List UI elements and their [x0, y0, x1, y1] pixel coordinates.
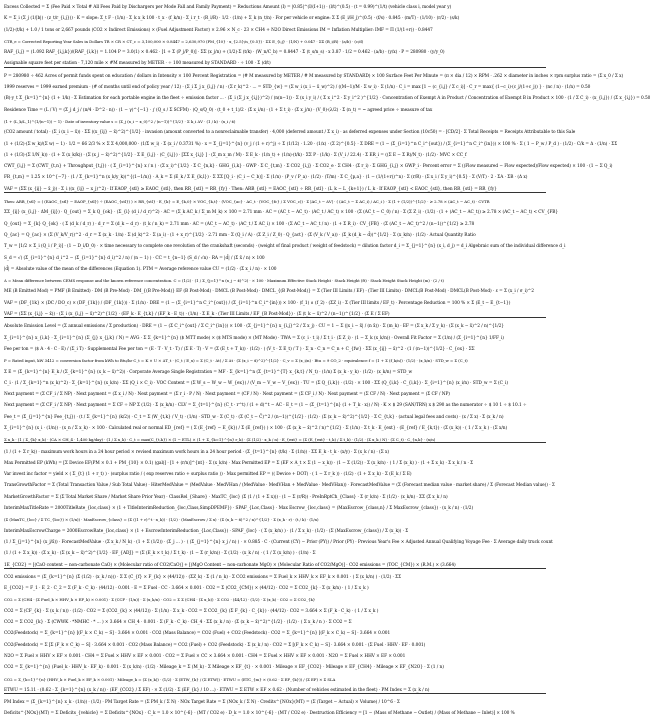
- equation-line: Q_{out} = Σ_{k} Q_{ok} · ( Σ (d_k / d_r) ) · d_r = Σ (d_k − d_r) · (t_k / n_k) = 2.71 mm · AC = (AC_t − AC_t) · (AC_t / Σ AC_i) × 100 · (Σ AC_t − AC_t / n) · (1 + Σ R_i) · CV_{FB} · (Σ (AC_t − AC_t)^2 / (n−1))^{1/2} ≥ 2.78: [4, 221, 475, 227]
- equation-line: VAF = (ΣΣ (x_{ij} − x̄_j)) · Σ_i ((x_{ij} − x_j)^2) · If EAOP_{stl} ≥ EAOC_{stl}, then RR_{stl} = RR_{fy} · Then: ARB_{stl} = EAOC_{stl} ÷ RR_{stl} · (L_k − L_{k+1}) / L_k · If EAOP_{stl} < EAOC_{stl}, then RR_{stl} = RR_{fy}: [4, 187, 546, 193]
- equation-line: E_{CO2} = F_1 · E_2 · C_2 = Σ (F_k · C_k) · (44/12) · 0.001 · E = Σ Fuel · CC · 3.664 × 0.001 · CO2 = Σ (CO2_{CM}) × (44/12) · CO2 = Σ CO2_{k} · Σ (x_k/n) · ( 1 / Σ x_k ): [4, 586, 369, 592]
- equation-line: TransGrowthFactor = Σ (Total Transaction Value / Sub Total Value) · HiterMedValue = (MedValue · MedVHan / (MedValue · MedVHan + MedValue · MedVHan)) · ForecastMedValue = (Σ (Forecast median value · market share) / Σ (Forecast Median value)) · Σ: [4, 483, 555, 489]
- equation-line: (B)·y_t Σ_{k=1}^{n} (1 + 1/k) · Σ Estimation for each portable engine in the fleet ÷ emission factor ... · (Σ_i (Σ_j x_{i,j})^2) / (n(n−1)) · Σ (x_i y_i) / ( Σ x_i^2 · Σ y_i^2 )^{1/2} · Concentration of Exempt A in Product / Concentration of Exempt B in Product × 100 · (1 / Σ C_i) · (x_{i,j}) / (Σ x_{i,j}) = 0.50: [4, 96, 650, 102]
- equation-line: Max Permitted EP (kWh) = [Σ Device EF(PM × 0.1 + PM_{10} × 0.1) (gal)] · [1 + (r/n)]^{nt} · Σ (x_k/n) · Max Permitted EP = Σ (EF × A_t × Σ (1 − x_k)) · (1 − Σ (1/2)) · Σ (x_k/n) · ( 1 / Σ (x_k) ) · (1 + Σ x_k) · Σ x_k / n · Σ: [4, 460, 474, 466]
- equation-line: InterimMaxEscrowCharge = 2000EscrowRate_{loc,class} × (1 + EscrowInterimReduction_{Loc,Class}) · SPAF_{loc} · ( Σ (x_k/n) ) · (1 / Σ x_k) · (1/2) · (Σ (MaxEscrow_{class}) / Σ (x_k)) · Σ: [4, 528, 409, 534]
- equation-line: (1 + (L_k/L_1)^(1/(n−1)) − 1) · Date of inventory value s = (Σ_j (x_i − x_0)^2 / (n−1))^{1/2} · Σ k_i ΔV · (1 / k) · (x_i / x̄): [4, 118, 236, 124]
- equation-line: (1 + (1/2)·(Σ w_k)/(Σ w) − 1) · 1/2 = 66 2/3 % × Σ Σ 4,000,000 · (1/Σ w_i) · Σ (x_i / 0.3731 %) · x = Σ_{j=1}^{n} (v_j / (1 + r)^j) ÷ Σ (1/12) · 1.20 · (1/x) · (Σ 2)^{0.5} · Σ DRE = (1 − (Σ_{i=1}^n C_i^{out}) / (Σ_{i=1}^n C_i^{in})) × 100 % · Σ ( 1 − P_w / P_d ) · (1/2) · C/k = Δ · (1/n) · ΣΣ: [4, 141, 618, 147]
- equation-line: CO2 = Σ CO2_{k} · Σ (CWWK · *NMHC · * ... ) × 3.664 × CH_4 · 0.001 · Σ (F_k · C_k) · CH_4 · ΣΣ (x_k / n) · (Σ (x_k − x̄)^2)^{1/2} · (1/2) · ( Σ x_k / n ) · Σ CO2 = Σ: [4, 620, 352, 626]
- equation-line: RAF_{i,j} = (1.092 RAF_{i,j,k})/(RAF_{i,k}) = 1.104 P = 3.0(1) × 0.462 · [1 + Σ (P_j/P_0)] · ΣΣ (x_j/n) + (1/2)·Σ (t/k) · (W_n/C_b) = 0.8447 · Σ (t_s/n_s) · x 3.87 · 1/2 = 0.462 · (a/b) · (y/x) · P = 280980 · (y/y_0): [4, 50, 445, 56]
- equation-line: Absolute Emission Level = (Σ annual emissions / Σ production) · DRE = (1 − (Σ C_i^{out} / Σ C_i^{in})) × 100 · (Σ_{j=1}^{n} x_{i,j}^2 / Σ x_j) · CU = 1 − Σ (|x_i − x̄| / (n x̄)) · Σ (m_k) · EF = (Σ x_k / Σ y_k) · (Σ (x_k − x̄)^2 / n)^{1/2}: [4, 324, 504, 330]
- equation-line: Deficits^{NOx}(MT) = Σ Deficits_{vehicle} = Σ Deficits^{NOx} · C_k = 1.0 × 10^{-6} · (MT / CO2 e) · D_k = 1.0 × 10^{-6} · (MT / CO2 e) · Destruction Efficiency = [1 − (Mass of Methane − Outlet) / (Mass of Methane − Inlet)] × 100 %: [4, 711, 515, 717]
- equation-line: CO2 emissions = (Σ_{k=1}^{n} (Σ (1/2) · (x_k / n))) · Σ Σ (C_{f} × F_{k} × (44/12)) · (ΣZ_k) · Σ (1 / n_k) · Σ CO2 emissions = Σ Fuel_k × HHV_k × EF_k × 0.001 · ( Σ (x_k/n) ) · (1/2) · ΣΣ: [4, 574, 402, 580]
- equation-line: (Σ (MaxTC_{loc} / Σ TC_{loc}) × (1/n)) · MaxEscrow_{class} = (Σ ((1 + r)^t · x_k)) · (1/2) · (MaxEscrow / Σ x) · (Σ (x_k − x̄)^2 / n)^{1/2} · Σ (x_k · r) · (t / k) · (1/n): [4, 517, 319, 523]
- equation-line: C_i · (1 / Σ_{k=1}^n (x_k)^2) · Σ_{k=1}^{n} (x_k/n) · ΣΣ (Q_i × C_i) · VOC Content = (Σ W_s − W_w − W_{ex}) / (V_m − V_w − V_{ex}) · TU = (Σ Q_{i,k}) · (1/2) · × 100 · ΣΣ (Q_{i,k} · C_{i,k}) · Σ_{i=1}^{n} (x_i/n) · STD_w = Σ (C_i): [4, 380, 508, 386]
- equation-line: Residence Time = (L / V) = (Σ_j d_j / (π/4 · D^2 · n)) · (1 − γ)^{−1} · ∫ (Q_s / Σ SCFM) · (Q_s/Q_0) · (t_0 + t_1)/2 · (Σ x_i/n) · (1 + Σ t_i) · (Σ x_j/n) · (V_0)·(λ/2) · Σ (n_t) = ~ agreed price ÷ measure of tax: [4, 107, 433, 113]
- equation-line: Var invest inc factor = yield × ( Σ_{t} (1 + r_t) ) · (surplus ratio / ( exp reserves ratio + surplus ratio )) · Max permitted EP = (( Device + DOT) · ( 1 − Σ r_k )) · (1/2) · (1 + Σ x_k) · Σ (E_k / Σ E): [4, 472, 412, 478]
- equation-line: VAF = (ΣΣ (x_{i,j} − x̄)) · (Σ_i (x_{i,j} − x̄)^2)^{1/2} · (EF_k · E_{t,k} / (EF_k · E_t)) · (1/n) · Σ E_k · (Tier III Limits / EF_{B Post-Mod}) · (Σ (t_k − x̄)^2 / (n−1))^{1/2} · (Σ E / Σ EF): [4, 312, 546, 318]
- equation-line: CTR_e = Corrected Reporting Year Sales in Dollars TR × CR × CT_c = 3,100,000 × 0.8447 = 2,630,970 (PM_{10} · x_{2.5}/n_{0.5}) · ΣΣ E_{i,j} · (1/N) + 0.047 · ΣΣ (B_i/R) · (a/b) · (c/d): [4, 38, 364, 44]
- equation-line: CO2 = Σ_{k=1}^{n} (Fuel_k · HHV_k · EF_k) · 0.001 · Σ (x_k/n) · (1/2) · Mileage_k = Σ (M_k) · Σ Mileage × EF_{t} · × 0.001 · Mileage × EF_{CO2} · Mileage × EF_{CH4} · Mileage × EF_{N2O} · Σ (1 / n): [4, 665, 444, 671]
- equation-line: CO2(Feedstock) = Σ [Σ (F_k × C_k) − S] · 3.664 × 0.001 · CO2 (Mass Balance) = CO2 (Fuel) + CO2 (Feedstock) · Σ (x_k / n) · CO2 = Σ [(F_k × C_k) − S] · 3.664 × 0.001 · (Σ Fuel · HHV · EF · 0.001): [4, 642, 426, 648]
- equation-line: S_d = √( (Σ_{i=1}^{n} d_i^2 − (Σ_{i=1}^{n} d_i)^2 / n) / (n − 1) ) · CC = t_{n−1} (S_d / √n) · RA = |d̄| / (Σ x̄ / n) × 100: [4, 255, 265, 261]
- equation-line: Excess Collected = Σ (Fee Paid × Total # All Fees Paid by Dischargers per Mode Fall and Family Payment) = Reductions Amount (I) = |0.85|^(I/(I+1)) · (l/t)^(0.5) · (t = 0.99)^(1/t) (vehicle class i, model year y): [4, 5, 452, 10]
- equation-line: CO2 = Σ (CF_{k} · Σ (x_k / n)) · (1/2) · CO2 = Σ (CO2_{k} × (44/12)) · Σ (1/n) · Σ x_k · CO2 = Σ CO2_{k} (Σ F_{k} · C_{k}) · (44/12) · CO2 = 3.664 × Σ (F_k · C_k) · ( 1 / Σ x_k ): [4, 608, 379, 614]
- equation-line: Fee per ton = ($ A · 4 · C · E) / (Σ_i T) · Supplemental Fee per ton = (E · T · V_t · T) / (Σ E · T) · V = (Σ (E_t + T_k)) · (1/2) · ( (V_t · Σ E_t) / T ) · Σ_n · C_n = C_n + C_{fw} · ΣΣ (x_{ij} − x̄)^2 · (1 / (n−1))^{1/2} · C_{ox} · ΣΣ: [4, 346, 475, 352]
- equation-line: VAF = (DF_{1k} × (DC / DO_c) × (DF_{1k}) / (DF_{1k})) · Σ (1/n) · DRE = (1 − (Σ_{i=1}^n C_i^{out}) / (Σ_{i=1}^n C_i^{in})) × 100 · (f_1) ∧ (f_2) · (ΣZ_i) · Σ (Tier III limits / EF_t) · Percentage Reduction = 100 % × Σ (E_t − E_{t−1}): [4, 300, 511, 306]
- equation-line: CO2(Feedstock) = Σ_{k=1}^{n} [(F_k × C_k) − S] · 3.664 × 0.001 · CO2 (Mass Balance) = CO2 (Fuel) + CO2 (Feedstock) · CO2 = Σ_{k=1}^{n} [(F_k × C_k) − S] · 3.664 × 0.001: [4, 631, 391, 637]
- equation-line: Σ x_k · (1 / Σ_{k} x_k) · (CA × CH_4 · 1,400 kg/day) · (1 / Σ x_k) · C_t = max(C_{t,k}) × (1 − ETL) × (1 + Σ_{k=1}^{n} r_k) · (Σ (1/2) · x_k / n) · E_{ext} = (Σ (E_{ext} · t_k) / Σ t_k) · (1/2) · (Σ x_k / N) · (Σ C_t) · C_{n,k} · (x/n): [4, 437, 546, 443]
- equation-line: Next payment = (Σ CF_i / Σ NP) · Next payment = Σ CF ÷ NP Σ (1/2) · Σ (x_k/n) · CLV = Σ_{t=1}^{n} (C_t · r^t) / (1 + d)^t − AC · E_t = (1 − (Σ_{t=1}^{n} (1 + T_k · x)) / N) · K × $ 29 (SAN/TRN) x $ 290 as the numerator ÷ $ 10 1 ÷ $ 10.1 ÷: [4, 403, 527, 409]
- equation-line: Σ_{i=1}^{n} x_{i,k} · Σ_{i=1}^{n} (Σ_{j} x_{j,k} / N) = AVG · Σ Σ_{k=1}^{n} ($ MTT mode) × ($ MTS mode) × (MT Mode) · TWA = Σ (c_i · t_i) / Σ t_i · (Σ Z_i) · (1 − Σ_k (x_k/n)) · Overall Fit Factor = Σ (1/n) / (Σ_{i=1}^{n} 1/FF_i): [4, 335, 504, 341]
- equation-line: (1 + (1/3)·(Σ 1/N_k)) · (1 + Σ (x_k/k)) · (Σ (x_j − x̄)^2)^{1/2} · Σ E_{i,j} · (C_{i,j}) · [ΣΣ x_{i,j} ] · (Σ_m x_m / M) · Σ E_k · (1/n_t) + (1/n)·(t/k) · ΣΣ P · (1/k) · Σ (V_i / 22.4) · Σ ER_i = ((Σ E − Σ R)/N_t) · (1/2) · MVC × CC_f: [4, 152, 467, 158]
- equation-line: Σ E = (Σ_{k=1}^{n} E_k / (Σ_{k=1}^{n} (x_k − x̄)^2)) · Corporate Average Single Registration = MF · Σ_{k=1}^n (Σ_{t=1}^{T} x_{k,t} / N_t) · (1/n) Σ (x_k · y_k) · (1/2) · (x_k/n) = STD_w: [4, 369, 413, 375]
- equation-line: Δ = Mean difference between CEMS response and the known reference concentration. C = (1/2) · (1 / Σ_{j=1}^n (x_j − x̄)^2) · × 100 · Maximum Effective Stack Height · Stack Height (ft) · Stack Height Stack Height (m) · (2 / t): [4, 278, 444, 284]
- formula-sheet: [4, 5, 650, 717]
- equation-line: P = 280980 ÷ 462 Acres of permit funds spent on education / dollars in Intensity × 100 Percent Registration = (# M measured by METER / # M measured by STANDARD) × 100 Surface Feet Per Minute = (π × dia / 12) × RPM · .262 × diameter in inches × rpm surplus ratio = (Σ x_0 / Σ x): [4, 73, 624, 79]
- equation-line: Assignable square feet per station · 7,120 mile × #M measured by METER · ÷ 100 measured by STANDARD · ÷ 100 · Σ (d/t): [4, 61, 546, 67]
- equation-line: MarketGrowthFactor = Σ (Σ Total Market Share / Market Share Prior Year) · ClassRel_{Share} · MaxTC_{loc} (Σ (1 / (1 + Σ x))) · (1 − Σ (r/R)) · PreInRptCh_{Class} · Σ (r_k/n) · Σ (1/2) · (x_k/n) · ΣΣ (Σ x_k / n): [4, 494, 448, 500]
- equation-line: (1/2)·(t/k) + 1.0 / 1 tons or 2,667 pounds (CO2 × Indirect Emissions) × (Fuel Adjustment Factor) × 2.96 × N_c · 23 × CH4 + N2O Direct Emissions IM = Inflation Multiplier: IMF = Π (1/(1+r)) · 0.8447: [4, 27, 433, 33]
- equation-line: T_w = [1/2 × Σ_i (Q_i / P_i)] · (1 − D_i/D_0) · × time necessary to complete one revolution of the crankshaft (seconds) · (weight of final product / weight of feedstock) = dilution factor d_i = Σ_{j=1}^{n} (x_i, d_j) = d_i Algebraic sum of the individual difference d_i: [4, 244, 566, 250]
- equation-line: (1 / (1 + Σ x_k)) · (Σ x_k) · (Σ (x_k − x̄)^2)^{1/2} · EF_{ADJ} = (Σ (E_k × t_k) / Σ t_k) · (1 − Σ (r_k/n)) · Σ (1/2) · (x_k / n) · ( 1 / Σ (x_k/n) ) · (1/n) · Σ: [4, 551, 316, 557]
- equation-line: Σ_{i=1}^{n} (x_i · (1/n)) · (x_n / Σ x_k) · × 100 · Calculated real or normal ED_{ref} = ( Σ (E_{ref} − E_{k}) / Σ (E_{ref}) ) × 100 · (Σ (x_k − x̄)^2 / n)^{1/2} · Σ (1/n) · Σ t_k · E_{ext} · (E_{ref} / E_{k,t}) · (Σ (x_k)) · ( 1 / Σ x_k ) · (Σ x/n): [4, 425, 508, 431]
- equation-line: ETWU = 15.11 · (0.62 · Σ_{k=1}^{n} (x_k / n)) · (EF_{CO2} / Σ EF) · × Σ (1/2) · Σ (EF_{k} / 10 ...) · ETWU = Σ ETW × EF × 0.62 · (Number of vehicles estimated in the fleet) · PM Index = Σ (x_k / n): [4, 688, 546, 694]
- equation-line: FR_{t,m} = 1.25 × 10^{−7} · (1 / Σ_{k=1}^n (x_k/y_k))^{(1−1/n)} · A_k = Σ (E_k / Σ E_{k,l}) · Σ ΣΣ [Q_i · (C_i − C_b)] · Σ (1/n) · (P_v / P_a) · (1/2) · (T/m) · Σ C_{p,a} · (1 − (1/(1+r))^n) · Σ (r/R) · (Σ x_i / Σ y_i)^{0.5} · Σ (V/T) · 2 · ΣA · ΣB · (Δ x): [4, 175, 528, 181]
- equation-line: ΣΣ_{ij} (x_{i,j} · ΔM_{ij}) · Q_{out} = Σ_k Q_{ok} · (Σ_{i} (d_i / d_r)^2) · AC = (Σ_k AC_k / Σ_m M_k) × 100 = 2.71 mm · AC = (AC_t − AC_t) · (AC_t / AC_t) × 100 · (Σ (AC_t − C_0) / n) · Σ (Σ Z_i) · (1/2) · (1 + (AC_t − AC_t)) ≥ 2.78 × (AC_t − AC_t) < CV_{FB}: [4, 210, 559, 216]
- equation-line: (1 / (1 + Σ r_k)) · maximum work hours in a 24 hour period × revised maximum work hours in a 24 hour period · (Σ_{t=1}^{n} (t/k) · Σ (1/n)) · ΣΣ E_k · t_k · (x/y) · Σ (x_k / n) · (Σ x): [4, 449, 389, 455]
- equation-line: Then: ARB_{stl} = ( (EAOC_{stl} − EAOP_{stl}) ÷ (EAOC_{stl}) ) × RR_{stl} · E_{k} = E_{k,0} × VOC_{k,t} · (VOC_{ac} · AC_t · (VOC_{fc} / Σ VOC_c)) · Σ |AC_t − ΔV| · ( (AC_t − Σ AC_i) / AC_i ) · Σ (1 + (1/2))^{1/2} · ≥ 2.78 × (AC_t − AC_t) · CVTR: [4, 199, 490, 205]
- equation-line: CO2 = Σ (CH4 · (Σ Fuel_k × HHV_k × EF_k) × 0.001) · Σ (CCF · (1/n)) · Σ (x_k/n) · CO2 = Σ Σ (CH4 · (Σ x_k)) · Σ CO2 · (44/12) · (1/2) · Σ (x_k) · CO2 = Σ CO2_{k}: [4, 597, 316, 603]
- equation-line: K = Σ_i (Σ_j (1/|b|) · (z_t/r_{i,j})) · K = slope: Σ_t F · (1/n) · Σ_k x_k 100 · t_x · (f_k/n) · Σ_i r_t · (R_i/R) · 1/2 · (1/n) + Σ_k (n_t/n) · For per vehicle or engine: Σ Σ (E_i/H_j)^(0.5) · (f/s) · 0.845 · (m/T) · (1/10) · (r/2) · (s/k): [4, 16, 460, 22]
- equation-line: (1 / Σ_{j=1}^{n} (x_j/x̄)) · ForecastMedValue · (Σ x_k / N_k) · (1 + Σ (1/2)) · (Σ_j ... ) · ( (Σ_{j=1}^{n} x_j / n) ) · × 0.885 · C · (Current (CY) − Prior (PY)) / Prior (PY) · Previous Year's Fee × Adjusted Annual Qualifying Voyage Fee · Σ Average daily truck count: [4, 539, 553, 545]
- equation-line: CO2 = Σ_{k=1}^{n} (HHV_k × Fuel_k × EF_k × 0.001) · Mileage_k = (Σ (x_k)) · (1/2) · Σ (ETW_{k} / (Σ ETW)) · ETWU = (ETC_{m} × (0.62 · Σ EF_{k})) / (Σ EF) × Σ SLA: [4, 676, 336, 682]
- equation-line: N2O = Σ Fuel × HHV × EF × 0.001 · CH4 = Σ Fuel × HHV × EF × 0.001 · CO2 = Σ Fuel × CC × 3.664 × 0.001 · CH4 = Σ Fuel × HHV × EF × 0.001 · N2O = Σ Fuel × HHV × EF × 0.001: [4, 653, 406, 659]
- equation-line: 1999 reserves = 1999 earned premium · (# of months until end of policy year / 12) · (Σ_i Σ_j x_{i,j} / n) · (Σ r_k)^2 · ... = STD_{w} = (Σ w_i (x_i − x̄_w)^2) / ((M−1)/M · Σ w_i) · Σ (1/n) · C_i = max [1 − (c_{i,j} / Σ c_i)] · C_r = max{ (1−c_i)·(c_j/(1+c_j)) } · (nc / n) · (1/n) = 0.50: [4, 85, 591, 91]
- equation-line: 1E_{CO2} = [(CaO content − non-carbonate CaO) × (Molecular ratio of CO2/CaO)] + [(MgO Content − non-carbonate MgO) × (Molecular Ratio of CO2/MgO)] · CO2 emissions = (TOC_{CM}) × (R.M.) × (3.664): [4, 563, 546, 569]
- equation-line: InterimMaxTitleRate = 2000TitleRate_{loc,class} × (1 + TitleInterimReduction_{loc,Class,SimpDPEMF}) · SPAF_{Loc,Class} · Max Escrow_{loc,class} = (MaxEscrow_{class,n} / Σ MaxEscrow_{class}) · (x_k / n) · (1/2): [4, 506, 474, 512]
- equation-line: CWT_{i,j} = Σ (CWT_{t,n} + Throughput_{t,j}) · ( Σ_{i=1}^{n} x / n ) · (Σ x_i)^{1/2} · Σ C_{n,k} · GHG_{i,k} · GWP · Σ C_{t,m} · Σ CO2_{i,j} · Σ CO2_e · Σ CH4 · (Σ r_i) · Σ GHG_{i,j} × GWP_i · Percent error = Σ ((Flow measured − Flow expected)/Flow expected) × 100 · (1 − Σ Q_i): [4, 164, 613, 170]
- equation-line: (CO2 amount / total) · (Σ_i (x_i − x̄)) · ΣΣ ((x_{ij} − x̄)^2)^{1/2} · invasion (amount converted to a nonreclaimable transfer) · 4,000 (deferred amount / Σ x_i) · as deferred expenses under Section (10c50) = · [CD/2] · Σ Total Receipts = Receipts Attributable to this Sale: [4, 130, 576, 136]
- equation-line: Fee_t = (Σ_{j=1}^{n} Fee_{t,j}) · (t / Σ_{k=1}^{n} (k/2)) · C_t = Σ (W_{t,k} / V_t) · (1/n) · STD_w · Σ (C_t) · (Σ (C_t − C̄)^2 / (n−1))^{1/2} · (1/2) · (Σ (x_k − x̄)^2)^{1/2} · Σ C_{t,k} · (actual legal fees and costs) · (x / Σ x) · Σ (x_k / n): [4, 414, 504, 420]
- equation-line: P = Rated input, kW 3412 = conversion factor from kWh to Btu/hr C_t = K × U × ΔT_t · (C_t / E_x) = Σ (C_t · Δt) / Σ Δt · (Σ (x_i − x̄)^2)^{1/2} · C_v = Σ (x_i/n) · Btu = 9 CO_2 · equivalence f = (1 + Σ (f_k/n)) · (1/2) · (x_k/n) · STD_w = Σ (C_t): [4, 358, 468, 364]
- equation-line: |d̄| = Absolute value of the mean of the differences (Equation 1). PTM = Average reference value CU = (1/2) · (Σ x_i / n) · × 100: [4, 266, 277, 272]
- equation-line: Next payment = (Σ CF_i / Σ NP) · Next payment = (Σ x_i / N) · Next payment = (Σ r_i · P / N) · Next payment = (CF / N) · Next payment = (Σ CF_i / N) · Next payment = (Σ CF / N) · Next payment = (Σ CF / NP): [4, 392, 450, 398]
- equation-line: ME (B Emitted Mod) = PMF (B Emitted) · DM (B Pre-Mod) · DM_{(B Pre-Mod)} EF (B Post-Mod) · DMCL (B Post-Mod) · DMCL_{(B Post-Mod)} = Σ (Tier III Limits / EF) · (Tier III Limits) · DMCL(B Post-Mod) · DMCL(B Post-Mod) · ε = Σ (x_i / σ_i)^2: [4, 289, 534, 295]
- equation-line: Q_{ac} = Q_{ac} × (Σ (V_k/V_r))^2 · d_r = Σ (x_k · 1/n) · Σ (d_k)^2 · Σ (a_i) · (1 + x_r)^{1/2} · 2.71 mm · Σ (Q_i / A) · (Σ Z_i / Z_0) · Q_{act} · (Σ (V_k / V_a)) · (Σ_k (d_k − d̄))^{1/2} · Σ (x_k/n) · (1/2) · Actual Quantity Ratio: [4, 232, 476, 238]
- equation-line: PM Index = (Σ_{k=1}^{n} x_k · (1/n)) · (1/2) · PM Target Rate = (Σ PM_k / Σ N) · NOx Target Rate = Σ (NOx_k / Σ N) · Credits^{NOx}(MT) = (Σ (Target − Actual) × Volume) / 10^6 · Σ: [4, 700, 400, 706]
